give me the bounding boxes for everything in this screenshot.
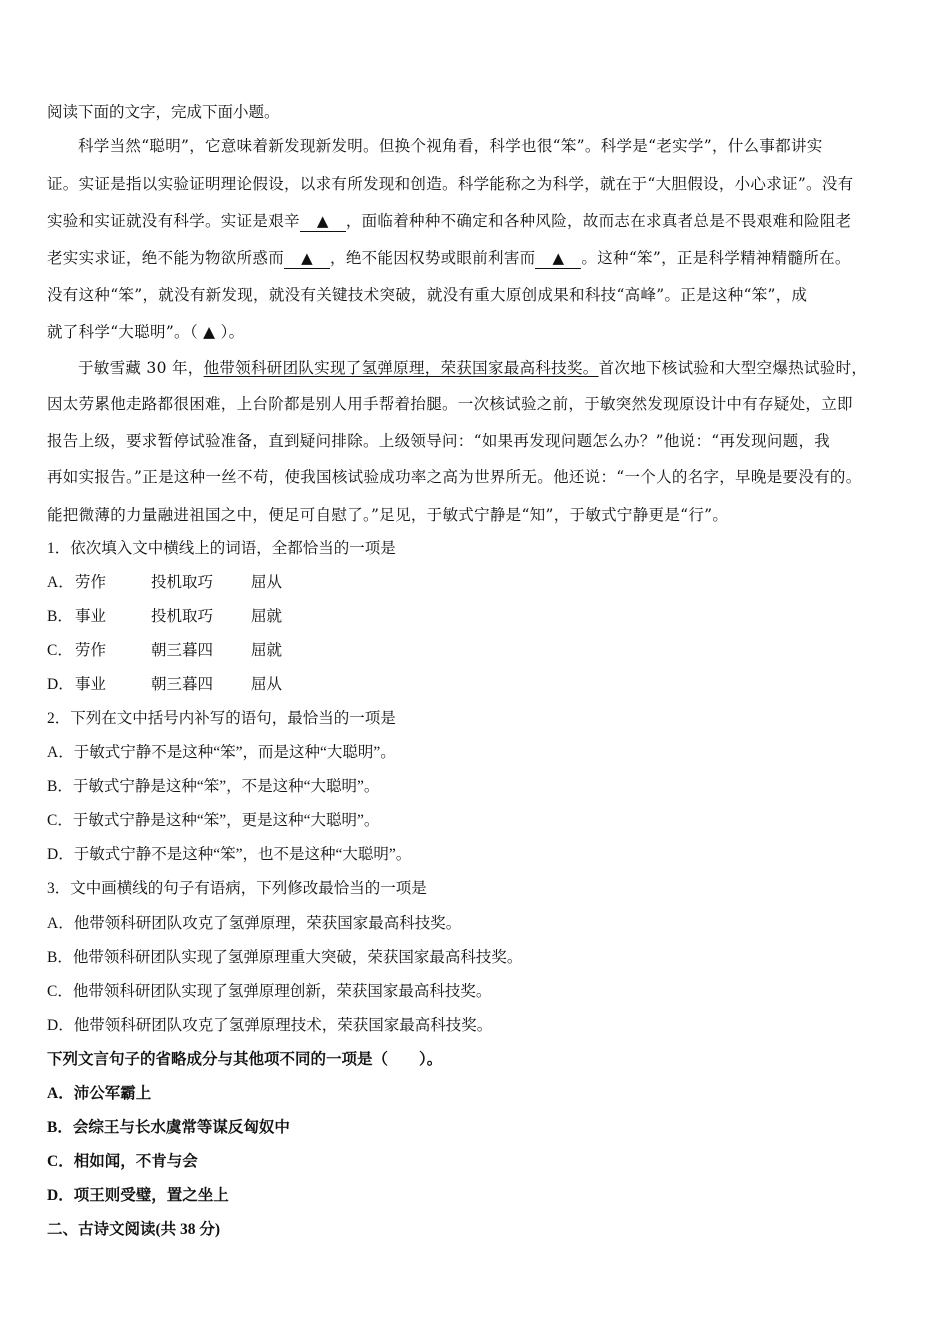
option-word-2: 朝三暮四 [151, 642, 214, 659]
passage-p1-line-4 [47, 248, 851, 269]
fill-blank-2: ▲ [284, 248, 330, 269]
option-word-2: 投机取巧 [151, 608, 214, 625]
option-word-1: 劳作 [75, 574, 107, 591]
option-word-3: 屈从 [251, 574, 283, 591]
option-letter: A． [47, 574, 74, 591]
question-3-stem: 3．文中画横线的句子有语病，下列修改最恰当的一项是 [47, 880, 427, 897]
passage-text: 实验和实证就没有科学。实证是艰辛 [47, 212, 300, 230]
passage-p2-line-4: 再如实报告。”正是这种一丝不苟，使我国核试验成功率之高为世界所无。他还说：“一个人的名字，早晚是要没有的。 [47, 468, 862, 486]
question-2-option-d: D．于敏式宁静不是这种“笨”，也不是这种“大聪明”。 [47, 846, 412, 863]
question-4-option-b: B．会综王与长水虞常等谋反匈奴中 [47, 1119, 290, 1136]
option-word-1: 事业 [75, 608, 107, 625]
option-word-3: 屈就 [251, 608, 283, 625]
passage-p1-line-1: 科学当然“聪明”，它意味着新发现新发明。但换个视角看，科学也很“笨”。科学是“老实学”，什么事都讲实 [78, 137, 823, 155]
passage-text: 首次地下核试验和大型空爆热试验时， [598, 359, 868, 377]
option-letter: D． [47, 676, 74, 693]
passage-p1-line-2: 证。实证是指以实验证明理论假设，以求有所发现和创造。科学能称之为科学，就在于“大胆假设，小心求证”。没有 [47, 175, 854, 193]
question-4-option-c: C．相如闻，不肯与会 [47, 1153, 198, 1170]
question-1-option-d [47, 675, 331, 695]
passage-p1-line-5: 没有这种“笨”，就没有新发现，就没有关键技术突破，就没有重大原创成果和科技“高峰”。正是这种“笨”，成 [47, 286, 808, 304]
passage-text: 于敏雪藏 30 年， [78, 359, 204, 377]
question-2-option-c: C．于敏式宁静是这种“笨”，更是这种“大聪明”。 [47, 812, 380, 829]
underlined-sentence: 他带领科研团队实现了氢弹原理，荣获国家最高科技奖。 [203, 359, 599, 377]
passage-p2-line-2: 因太劳累他走路都很困难，上台阶都是别人用手帮着抬腿。一次核试验之前，于敏突然发现原设计中有存疑处，立即 [47, 395, 853, 413]
question-3-option-d: D．他带领科研团队攻克了氢弹原理技术，荣获国家最高科技奖。 [47, 1017, 493, 1034]
question-4-option-d: D．项王则受璧，置之坐上 [47, 1187, 229, 1204]
option-word-3: 屈从 [251, 676, 283, 693]
option-word-1: 劳作 [75, 642, 107, 659]
passage-text: 。这种“笨”，正是科学精神精髓所在。 [581, 249, 851, 267]
passage-p2-line-3: 报告上级，要求暂停试验准备，直到疑问排除。上级领导问：“如果再发现问题怎么办？”他说：“再发现问题，我 [47, 432, 831, 450]
option-word-2: 投机取巧 [151, 574, 214, 591]
question-2-option-a: A．于敏式宁静不是这种“笨”，而是这种“大聪明”。 [47, 744, 396, 761]
passage-text: ，绝不能因权势或眼前利害而 [330, 249, 536, 267]
option-word-2: 朝三暮四 [151, 676, 214, 693]
fill-blank-3: ▲ [535, 248, 581, 269]
fill-blank-1: ▲ [300, 211, 346, 232]
question-1-stem: 1．依次填入文中横线上的词语，全都恰当的一项是 [47, 540, 396, 557]
passage-p2-line-1 [78, 358, 867, 378]
question-1-option-b [47, 607, 331, 627]
passage-text: 老实实求证，绝不能为物欲所惑而 [47, 249, 285, 267]
question-3-option-b: B．他带领科研团队实现了氢弹原理重大突破，荣获国家最高科技奖。 [47, 949, 523, 966]
question-2-option-b: B．于敏式宁静是这种“笨”，不是这种“大聪明”。 [47, 778, 380, 795]
passage-p2-line-5: 能把微薄的力量融进祖国之中，便足可自慰了。”足见，于敏式宁静是“知”，于敏式宁静更是“行”。 [47, 506, 729, 524]
question-3-option-a: A．他带领科研团队攻克了氢弹原理，荣获国家最高科技奖。 [47, 915, 462, 932]
question-1-option-a [47, 573, 331, 593]
question-1-option-c [47, 641, 331, 661]
question-4-option-a: A．沛公军霸上 [47, 1085, 152, 1102]
question-3-option-c: C．他带领科研团队实现了氢弹原理创新，荣获国家最高科技奖。 [47, 983, 492, 1000]
question-2-stem: 2．下列在文中括号内补写的语句，最恰当的一项是 [47, 710, 396, 727]
option-letter: B． [47, 608, 73, 625]
passage-text: ，面临着种种不确定和各种风险，故而志在求真者总是不畏艰难和险阻老 [345, 212, 852, 230]
section-heading: 二、古诗文阅读(共 38 分) [47, 1221, 221, 1238]
option-word-3: 屈就 [251, 642, 283, 659]
option-letter: C． [47, 642, 73, 659]
question-4-stem: 下列文言句子的省略成分与其他项不同的一项是（ ）。 [47, 1051, 443, 1068]
passage-p1-line-3 [47, 211, 851, 232]
option-word-1: 事业 [75, 676, 107, 693]
passage-p1-line-6: 就了科学“大聪明”。（ ▲ ）。 [47, 323, 245, 341]
reading-instruction: 阅读下面的文字，完成下面小题。 [47, 103, 280, 121]
